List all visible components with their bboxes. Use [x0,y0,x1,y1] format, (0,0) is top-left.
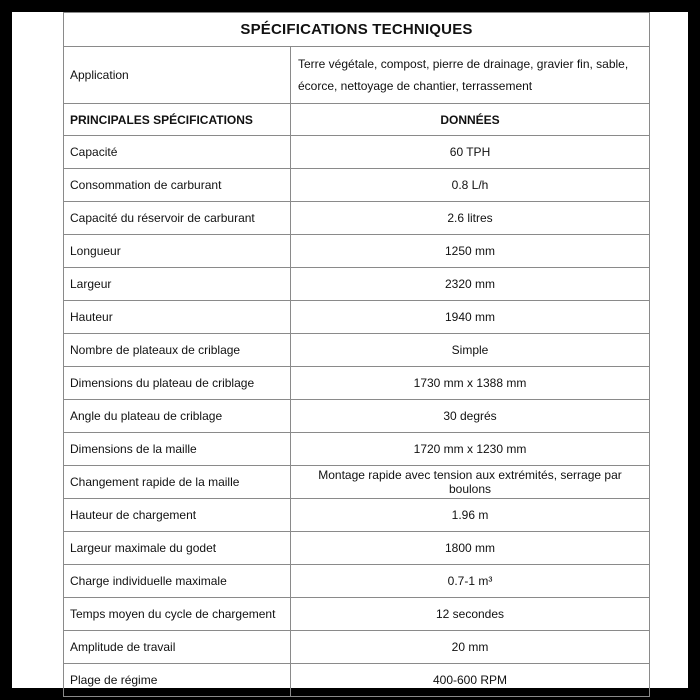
spec-label: Capacité du réservoir de carburant [64,202,291,235]
spec-label: Largeur maximale du godet [64,532,291,565]
spec-label: Capacité [64,136,291,169]
spec-value: 1800 mm [291,532,650,565]
spec-value: 1.96 m [291,499,650,532]
spec-label: Changement rapide de la maille [64,466,291,499]
spec-label: Consommation de carburant [64,169,291,202]
table-row [64,499,650,532]
table-row [64,235,650,268]
table-row [64,631,650,664]
table-row [64,598,650,631]
spec-sheet [12,12,688,688]
table-row [64,664,650,697]
spec-label: Angle du plateau de criblage [64,400,291,433]
spec-label: Amplitude de travail [64,631,291,664]
spec-value: 2320 mm [291,268,650,301]
table-row [64,466,650,499]
spec-label: Largeur [64,268,291,301]
table-row [64,433,650,466]
spec-value: 12 secondes [291,598,650,631]
spec-label: Longueur [64,235,291,268]
table-row [64,565,650,598]
spec-value: 0.7-1 m³ [291,565,650,598]
spec-value: 1720 mm x 1230 mm [291,433,650,466]
application-value: Terre végétale, compost, pierre de drainage, gravier fin, sable, écorce, nettoyage de chantier, terrassement [291,47,650,104]
spec-value: 1940 mm [291,301,650,334]
spec-value: Simple [291,334,650,367]
table-title: SPÉCIFICATIONS TECHNIQUES [64,13,650,47]
application-row [64,47,650,104]
spec-value: 30 degrés [291,400,650,433]
spec-value: 1250 mm [291,235,650,268]
table-row [64,169,650,202]
spec-label: Hauteur [64,301,291,334]
column-header-specs: PRINCIPALES SPÉCIFICATIONS [64,104,291,136]
spec-value: 400-600 RPM [291,664,650,697]
spec-value: 1730 mm x 1388 mm [291,367,650,400]
table-row [64,136,650,169]
spec-label: Charge individuelle maximale [64,565,291,598]
column-header-data: DONNÉES [291,104,650,136]
spec-value: 0.8 L/h [291,169,650,202]
table-row [64,268,650,301]
table-row [64,301,650,334]
spec-label: Dimensions du plateau de criblage [64,367,291,400]
spec-label: Dimensions de la maille [64,433,291,466]
spec-value: Montage rapide avec tension aux extrémités, serrage par boulons [291,466,650,499]
table-title-row [64,13,650,47]
spec-label: Temps moyen du cycle de chargement [64,598,291,631]
spec-value: 2.6 litres [291,202,650,235]
spec-label: Plage de régime [64,664,291,697]
table-row [64,400,650,433]
table-row [64,202,650,235]
table-row [64,532,650,565]
table-row [64,334,650,367]
table-row [64,367,650,400]
spec-label: Nombre de plateaux de criblage [64,334,291,367]
spec-table [63,12,650,697]
spec-value: 60 TPH [291,136,650,169]
spec-value: 20 mm [291,631,650,664]
application-label: Application [64,47,291,104]
spec-label: Hauteur de chargement [64,499,291,532]
column-header-row [64,104,650,136]
